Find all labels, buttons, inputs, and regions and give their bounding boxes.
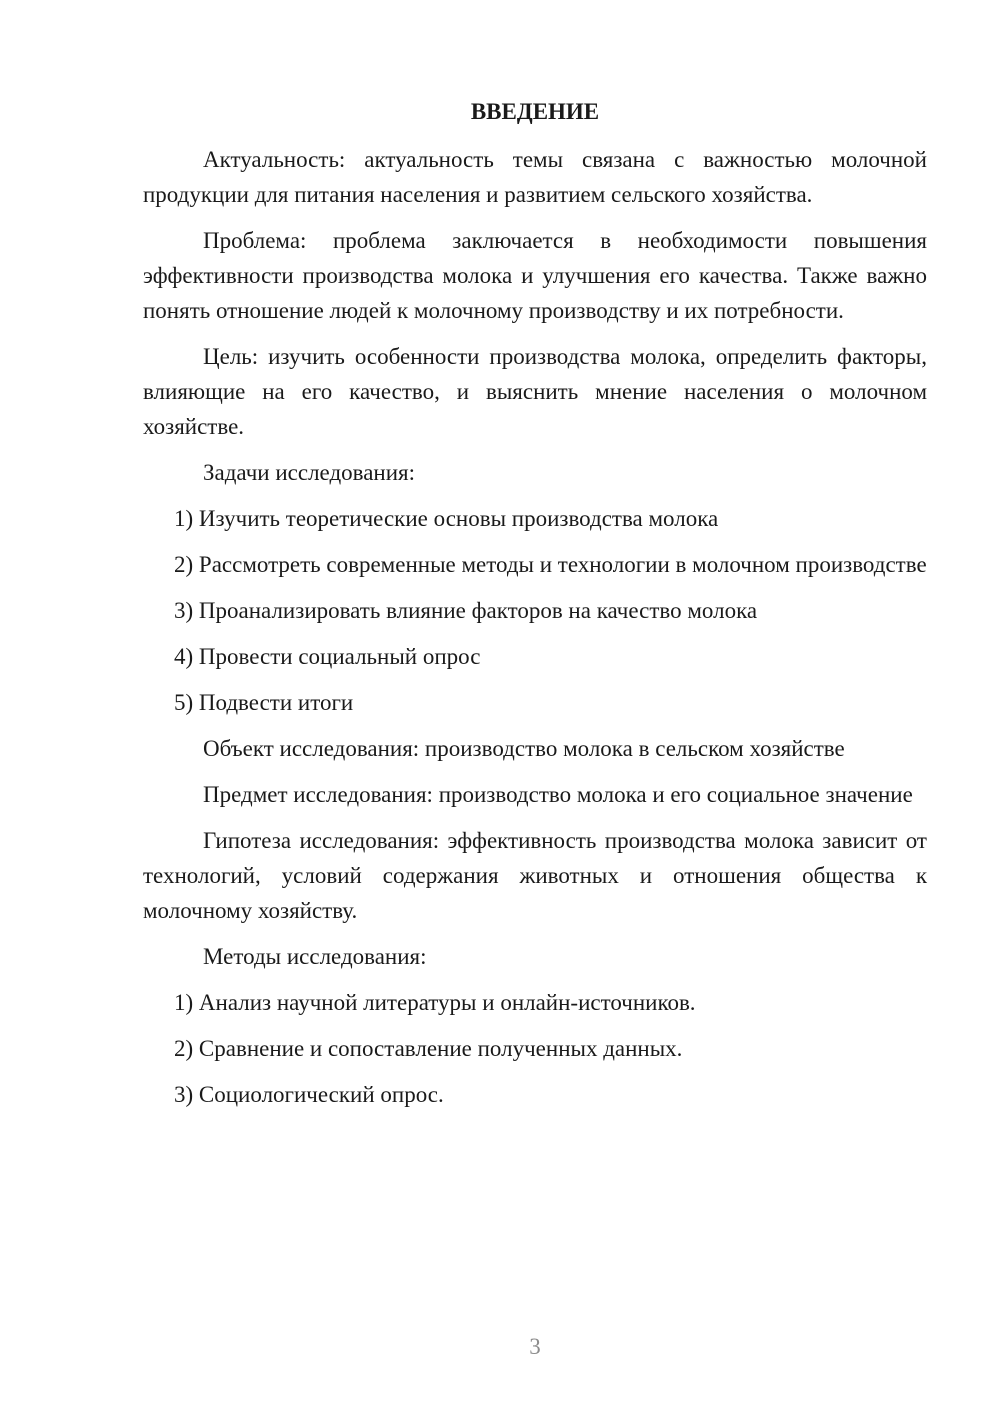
task-item-2: 2) Рассмотреть современные методы и технологии в молочном производстве (174, 552, 927, 577)
goal-paragraph: Цель: изучить особенности производства молока, определить факторы, влияющие на его качество, и выяснить мнение населения о молочном хозяйстве. (143, 344, 927, 439)
task-item-4: 4) Провести социальный опрос (174, 644, 481, 669)
page-number: 3 (529, 1334, 541, 1359)
section-title: ВВЕДЕНИЕ (470, 99, 600, 124)
relevance-paragraph: Актуальность: актуальность темы связана с важностью молочной продукции для питания населения и развитием сельского хозяйства. (143, 147, 927, 207)
problem-paragraph: Проблема: проблема заключается в необходимости повышения эффективности производства молока и улучшения его качества. Также важно понять отношение людей к молочному производству и их потребности. (143, 228, 927, 323)
page-content (143, 94, 927, 1123)
method-item-3: 3) Социологический опрос. (174, 1082, 444, 1107)
object-paragraph: Объект исследования: производство молока в сельском хозяйстве (203, 736, 845, 761)
tasks-heading: Задачи исследования: (203, 460, 416, 485)
task-item-5: 5) Подвести итоги (174, 690, 354, 715)
methods-heading: Методы исследования: (203, 944, 427, 969)
task-item-1: 1) Изучить теоретические основы производства молока (174, 506, 719, 531)
hypothesis-paragraph: Гипотеза исследования: эффективность производства молока зависит от технологий, условий содержания животных и отношения общества к молочному хозяйству. (143, 828, 927, 923)
method-item-1: 1) Анализ научной литературы и онлайн-источников. (174, 990, 696, 1015)
task-item-3: 3) Проанализировать влияние факторов на качество молока (174, 598, 758, 623)
method-item-2: 2) Сравнение и сопоставление полученных данных. (174, 1036, 683, 1061)
subject-paragraph: Предмет исследования: производство молока и его социальное значение (203, 782, 913, 807)
